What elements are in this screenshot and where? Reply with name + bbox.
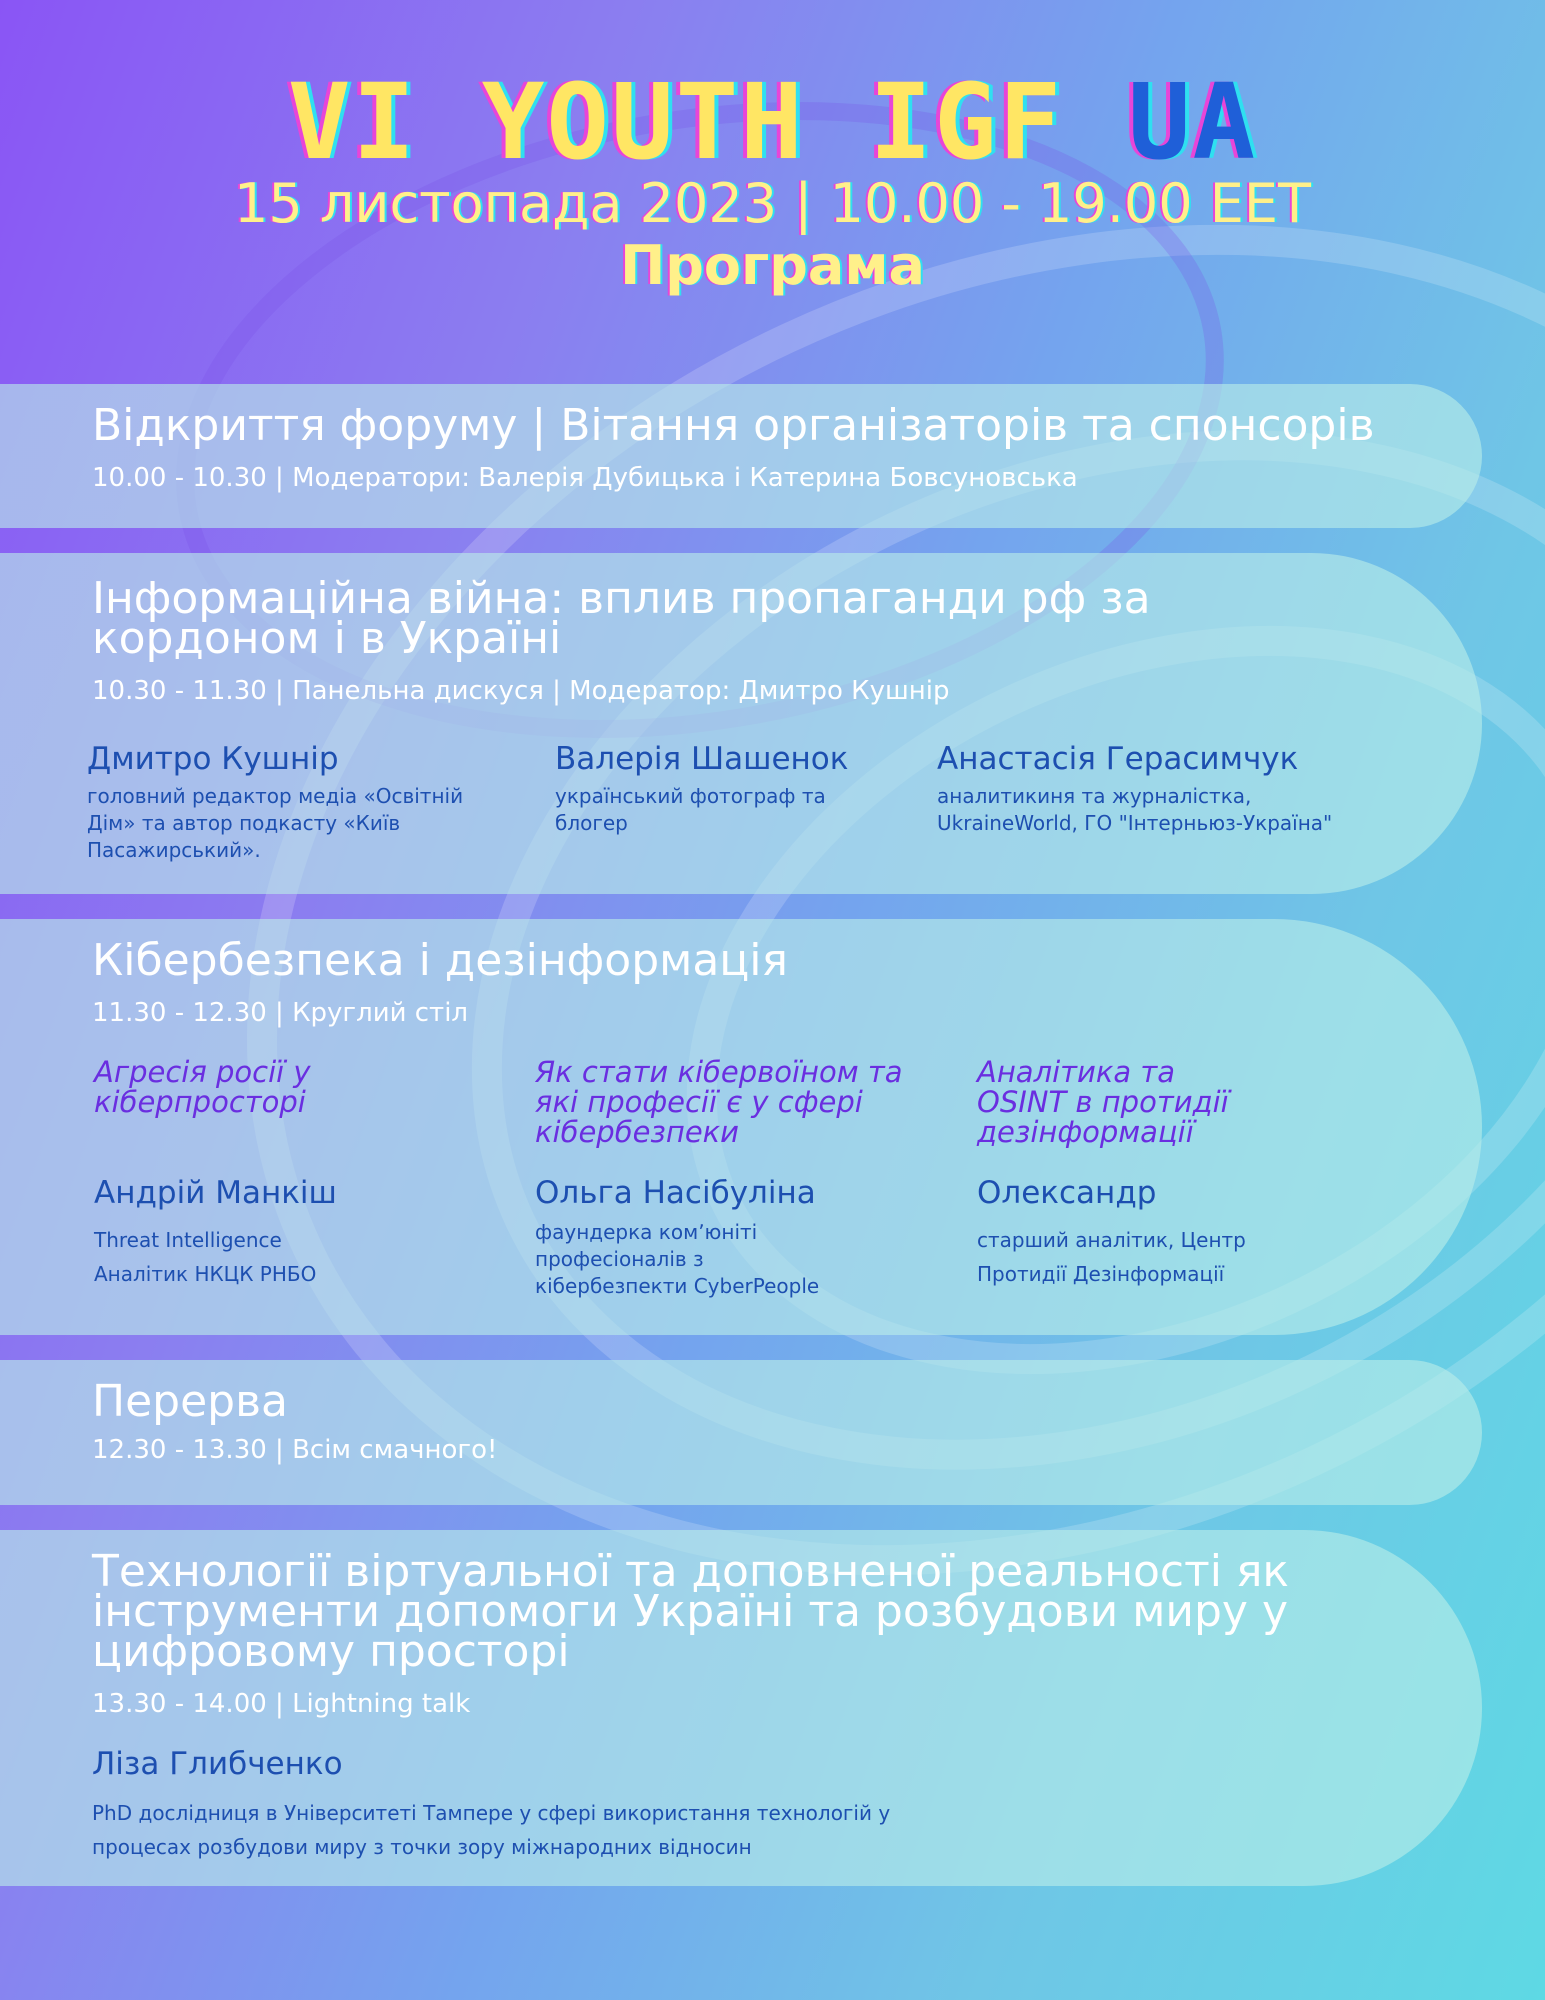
session-title: Кібербезпека і дезінформація [92,935,788,986]
session-meta: 13.30 - 14.00 | Lightning talk [92,1689,471,1719]
speaker-card [555,741,915,837]
speaker-name: Ліза Глибченко [92,1746,343,1782]
speaker-name: Ольга Насібуліна [535,1175,816,1211]
session-opening [0,384,1482,528]
speaker-desc: фаундерка комʼюніті професіоналів з кібербезпекти CyberPeople [535,1220,820,1298]
session-title: Перерва [92,1376,288,1427]
event-date: 15 листопада 2023 | 10.00 - 19.00 EET [234,172,1311,235]
session-meta: 11.30 - 12.30 | Круглий стіл [92,998,469,1028]
session-vr-ar [0,1530,1482,1886]
speaker-desc: аналитикиня та журналістка, UkraineWorld, ГО "Інтерньюз-Україна" [937,784,1333,835]
speaker-desc: Threat Intelligence Аналітик НКЦК РНБО [94,1228,317,1286]
speaker-desc: старший аналітик, Центр Протидії Дезінформації [977,1228,1246,1286]
speaker-name: Анастасія Герасимчук [937,741,1299,777]
session-title-line2: інструменти допомоги Україні та розбудови миру у [92,1586,1288,1637]
session-title-line1: Інформаційна війна: вплив пропаганди рф за [92,573,1151,624]
session-meta: 10.00 - 10.30 | Модератори: Валерія Дубицька і Катерина Бовсуновська [92,463,1078,493]
talk-topic: Як стати кібервоїном та які професії є у сфері кібербезпеки [535,1055,903,1149]
speaker-desc: головний редактор медіа «Освітній Дім» та автор подкасту «Київ Пасажирський». [87,784,464,862]
talk-card [977,1057,1357,1291]
speaker-desc: PhD дослідниця в Університеті Тампере у сфері використання технологій у процесах розбудови миру з точки зору міжнародних відносин [92,1801,891,1859]
session-meta: 10.30 - 11.30 | Панельна дискуся | Модератор: Дмитро Кушнір [92,676,950,706]
session-title: Відкриття форуму | Вітання організаторів та спонсорів [92,400,1375,451]
session-break [0,1360,1482,1505]
talk-card [535,1057,955,1300]
session-meta: 12.30 - 13.30 | Всім смачного! [92,1435,498,1465]
session-info-war [0,553,1482,894]
session-title-line3: цифровому просторі [92,1626,570,1677]
talk-card [94,1057,494,1291]
talk-topic: Аналітика та OSINT в протидії дезінформації [977,1055,1229,1149]
speaker-card [92,1746,1092,1864]
speaker-name: Валерія Шашенок [555,741,849,777]
speaker-name: Дмитро Кушнір [87,741,339,777]
speaker-card [937,741,1397,837]
speaker-name: Андрій Манкіш [94,1175,337,1211]
session-title-line1: Технології віртуальної та доповненої реальності як [92,1546,1290,1597]
event-title: VI YOUTH IGF UA [287,61,1258,183]
session-title-line2: кордоном і в Україні [92,613,562,664]
speaker-card [87,741,507,864]
speaker-desc: український фотограф та блогер [555,784,826,835]
speaker-name: Олександр [977,1175,1157,1211]
program-heading: Програма [620,234,925,297]
session-cybersecurity [0,919,1482,1335]
talk-topic: Агресія росії у кіберпросторі [94,1055,311,1119]
